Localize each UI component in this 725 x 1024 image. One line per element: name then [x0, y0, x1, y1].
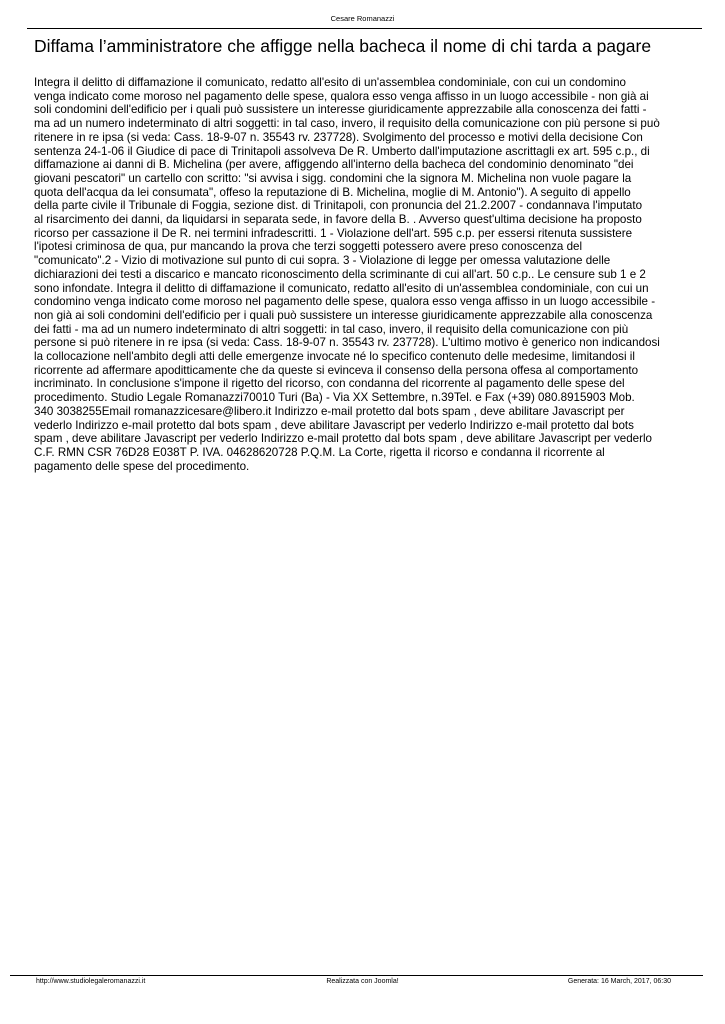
page-header-author: Cesare Romanazzi — [330, 14, 395, 23]
footer-site-url[interactable]: http://www.studiolegaleromanazzi.it — [36, 978, 146, 985]
footer-powered-by: Realizzata con Joomla! — [326, 978, 399, 985]
article-title: Diffama l’amministratore che affigge nella bacheca il nome di chi tarda a pagare — [34, 36, 652, 56]
footer-divider — [10, 975, 703, 976]
footer-generated-date: Generata: 16 March, 2017, 06:30 — [567, 978, 671, 985]
page-footer — [0, 977, 725, 987]
header-divider — [27, 28, 702, 29]
article-body: Integra il delitto di diffamazione il comunicato, redatto all'esito di un'assemblea condominiale, con cui un condomino venga indicato come moroso nel pagamento delle spese, qualora esso venga affisso in un luogo accessibile - non già ai soli condomini dell'edificio per i quali può sussistere un interesse giuridicamente apprezzabile alla conoscenza dei fatti - ma ad un numero indeterminato di altri soggetti: in tal caso, invero, il requisito della comunicazione con più persone si può ritenere in re ipsa (si veda: Cass. 18-9-07 n. 35543 rv. 237728). Svolgimento del processo e motivi della decisione Con sentenza 24-1-06 il Giudice di pace di Trinitapoli assolveva De R. Umberto dall'imputazione ascrittagli ex art. 595 c.p., di diffamazione ai danni di B. Michelina (per avere, affiggendo all'interno della bacheca del condominio denominato "dei giovani pescatori" un cartello con scritto: "si avvisa i sigg. condomini che la signora M. Michelina non vuole pagare la quota dell'acqua da lei consumata", offeso la reputazione di B. Michelina, moglie di M. Antonio"). A seguito di appello della parte civile il Tribunale di Foggia, sezione dist. di Trinitapoli, con pronuncia del 21.2.2007 - condannava l'imputato al risarcimento dei danni, da liquidarsi in separata sede, in favore della B. . Avverso quest'ultima decisione ha proposto ricorso per cassazione il De R. nei termini infradescritti. 1 - Violazione dell'art. 595 c.p. per essersi ritenuta sussistere l'ipotesi criminosa de qua, pur mancando la prova che terzi soggetti potessero avere preso conoscenza del "comunicato".2 - Vizio di motivazione sul punto di cui sopra. 3 - Violazione di legge per omessa valutazione delle dichiarazioni dei testi a discarico e mancato riconoscimento della scriminante di cui all'art. 50 c.p.. Le censure sub 1 e 2 sono infondate. Integra il delitto di diffamazione il comunicato, redatto all'esito di un'assemblea condominiale, con cui un condomino venga indicato come moroso nel pagamento delle spese, qualora esso venga affisso in un luogo accessibile - non già ai soli condomini dell'edificio per i quali può sussistere un interesse giuridicamente apprezzabile alla conoscenza dei fatti - ma ad un numero indeterminato di altri soggetti: in tal caso, invero, il requisito della comunicazione con più persone si può ritenere in re ipsa (si veda: Cass. 18-9-07 n. 35543 rv. 237728). L'ultimo motivo è generico non indicandosi la collocazione nell'ambito degli atti delle emergenze invocate né lo specifico contenuto delle medesime, limitandosi il ricorrente ad affermare apoditticamente che da queste si evinceva il consenso della persona offesa al comportamento incriminato. In conclusione s'impone il rigetto del ricorso, con condanna del ricorrente al pagamento delle spese del procedimento. Studio Legale Romanazzi70010 Turi (Ba) - Via XX Settembre, n.39Tel. e Fax (+39) 080.8915903 Mob. 340 3038255Email romanazzicesare@libero.it Indirizzo e-mail protetto dal bots spam , deve abilitare Javascript per vederlo Indirizzo e-mail protetto dal bots spam , deve abilitare Javascript per vederlo Indirizzo e-mail protetto dal bots spam , deve abilitare Javascript per vederlo Indirizzo e-mail protetto dal bots spam , deve abilitare Javascript per vederlo C.F. RMN CSR 76D28 E038T P. IVA. 04628620728 P.Q.M. La Corte, rigetta il ricorso e condanna il ricorrente al pagamento delle spese del procedimento. — [34, 76, 660, 473]
